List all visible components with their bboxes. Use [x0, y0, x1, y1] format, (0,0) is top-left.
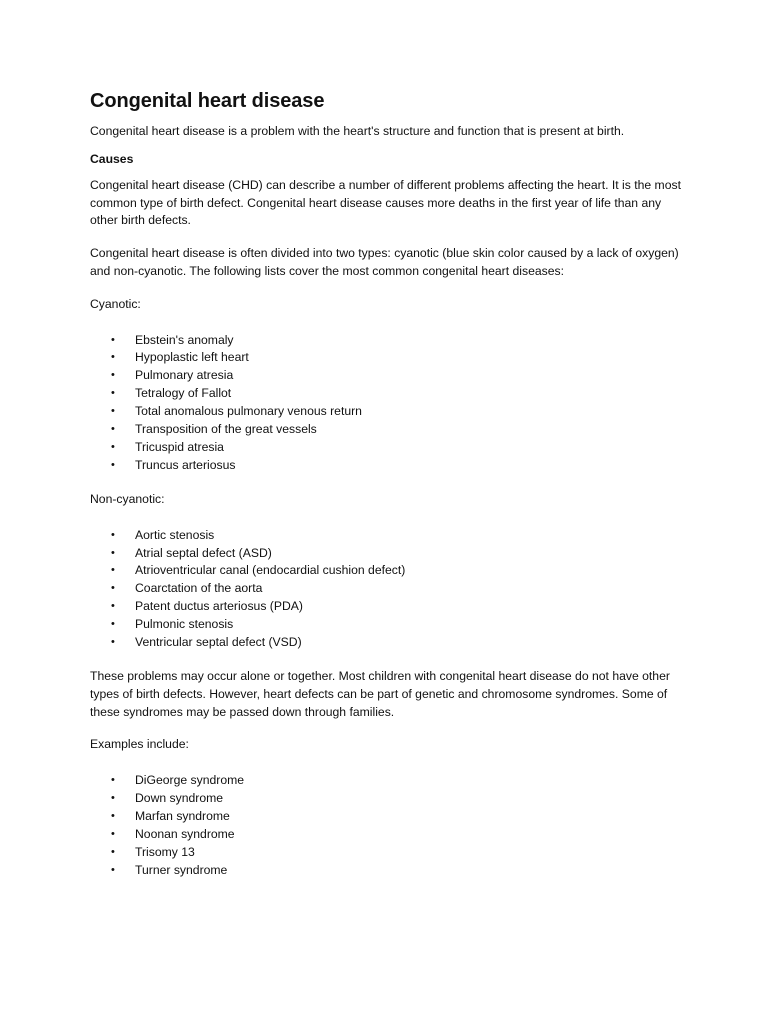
list-item [90, 808, 690, 826]
list-item [90, 826, 690, 844]
bullet-icon: • [111, 387, 115, 400]
list-item [90, 844, 690, 862]
bullet-icon: • [111, 792, 115, 805]
bullet-icon: • [111, 528, 115, 541]
list-item-text: Hypoplastic left heart [135, 350, 249, 365]
bullet-icon: • [111, 600, 115, 613]
list-item-text: Aortic stenosis [135, 527, 215, 542]
bullet-icon: • [111, 863, 115, 876]
bullet-icon: • [111, 546, 115, 559]
bullet-icon: • [111, 351, 115, 364]
bullet-icon: • [111, 618, 115, 631]
list-item [90, 634, 690, 652]
bullet-icon: • [111, 774, 115, 787]
list-item-text: Truncus arteriosus [135, 457, 236, 472]
document-page [90, 88, 690, 896]
list-item-text: Transposition of the great vessels [135, 422, 317, 437]
list-item [90, 349, 690, 367]
bullet-icon: • [111, 369, 115, 382]
list-item-text: Marfan syndrome [135, 808, 230, 823]
cyanotic-label: Cyanotic: [90, 296, 141, 311]
list-item [90, 862, 690, 880]
list-item-text: Total anomalous pulmonary venous return [135, 404, 362, 419]
list-item-text: DiGeorge syndrome [135, 773, 245, 788]
list-item [90, 598, 690, 616]
bullet-icon: • [111, 333, 115, 346]
list-item [90, 616, 690, 634]
bullet-icon: • [111, 458, 115, 471]
bullet-icon: • [111, 441, 115, 454]
bullet-icon: • [111, 582, 115, 595]
list-item-text: Atrial septal defect (ASD) [135, 545, 272, 560]
noncyanotic-list [90, 527, 690, 652]
list-item [90, 562, 690, 580]
list-item [90, 332, 690, 350]
causes-paragraph-2: Congenital heart disease is often divided into two types: cyanotic (blue skin color caused by a lack of oxygen) and non-cyanotic. The following lists cover the most common congenital heart diseases: [90, 246, 679, 278]
list-item [90, 527, 690, 545]
examples-label: Examples include: [90, 737, 189, 752]
list-item [90, 772, 690, 790]
list-item [90, 385, 690, 403]
causes-paragraph-1: Congenital heart disease (CHD) can describe a number of different problems affecting the heart. It is the most common type of birth defect. Congenital heart disease causes more deaths in the first year of life than any other birth defects. [90, 177, 681, 228]
bullet-icon: • [111, 564, 115, 577]
cyanotic-list [90, 332, 690, 475]
bullet-icon: • [111, 636, 115, 649]
list-item-text: Atrioventricular canal (endocardial cushion defect) [135, 563, 406, 578]
list-item-text: Tricuspid atresia [135, 440, 224, 455]
bullet-icon: • [111, 423, 115, 436]
bullet-icon: • [111, 827, 115, 840]
list-item-text: Trisomy 13 [135, 844, 195, 859]
list-item-text: Pulmonary atresia [135, 368, 234, 383]
list-item [90, 403, 690, 421]
list-item [90, 457, 690, 475]
list-item-text: Tetralogy of Fallot [135, 386, 232, 401]
bullet-icon: • [111, 845, 115, 858]
examples-list [90, 772, 690, 879]
list-item-text: Patent ductus arteriosus (PDA) [135, 599, 303, 614]
list-item [90, 367, 690, 385]
list-item [90, 421, 690, 439]
list-item-text: Ventricular septal defect (VSD) [135, 635, 302, 650]
list-item [90, 580, 690, 598]
list-item-text: Noonan syndrome [135, 826, 235, 841]
intro-paragraph: Congenital heart disease is a problem with the heart's structure and function that is present at birth. [90, 124, 625, 138]
list-item [90, 439, 690, 457]
list-item-text: Down syndrome [135, 791, 224, 806]
list-item-text: Pulmonic stenosis [135, 617, 234, 632]
bullet-icon: • [111, 809, 115, 822]
causes-heading: Causes [90, 151, 134, 166]
list-item-text: Turner syndrome [135, 862, 228, 877]
list-item [90, 545, 690, 563]
bullet-icon: • [111, 405, 115, 418]
list-item-text: Coarctation of the aorta [135, 581, 263, 596]
syndromes-paragraph: These problems may occur alone or together. Most children with congenital heart disease do not have other types of birth defects. However, heart defects can be part of genetic and chromosome syndromes. Some of these syndromes may be passed down through families. [90, 668, 670, 719]
list-item-text: Ebstein's anomaly [135, 332, 234, 347]
page-title: Congenital heart disease [90, 90, 325, 112]
noncyanotic-label: Non-cyanotic: [90, 491, 165, 506]
list-item [90, 790, 690, 808]
